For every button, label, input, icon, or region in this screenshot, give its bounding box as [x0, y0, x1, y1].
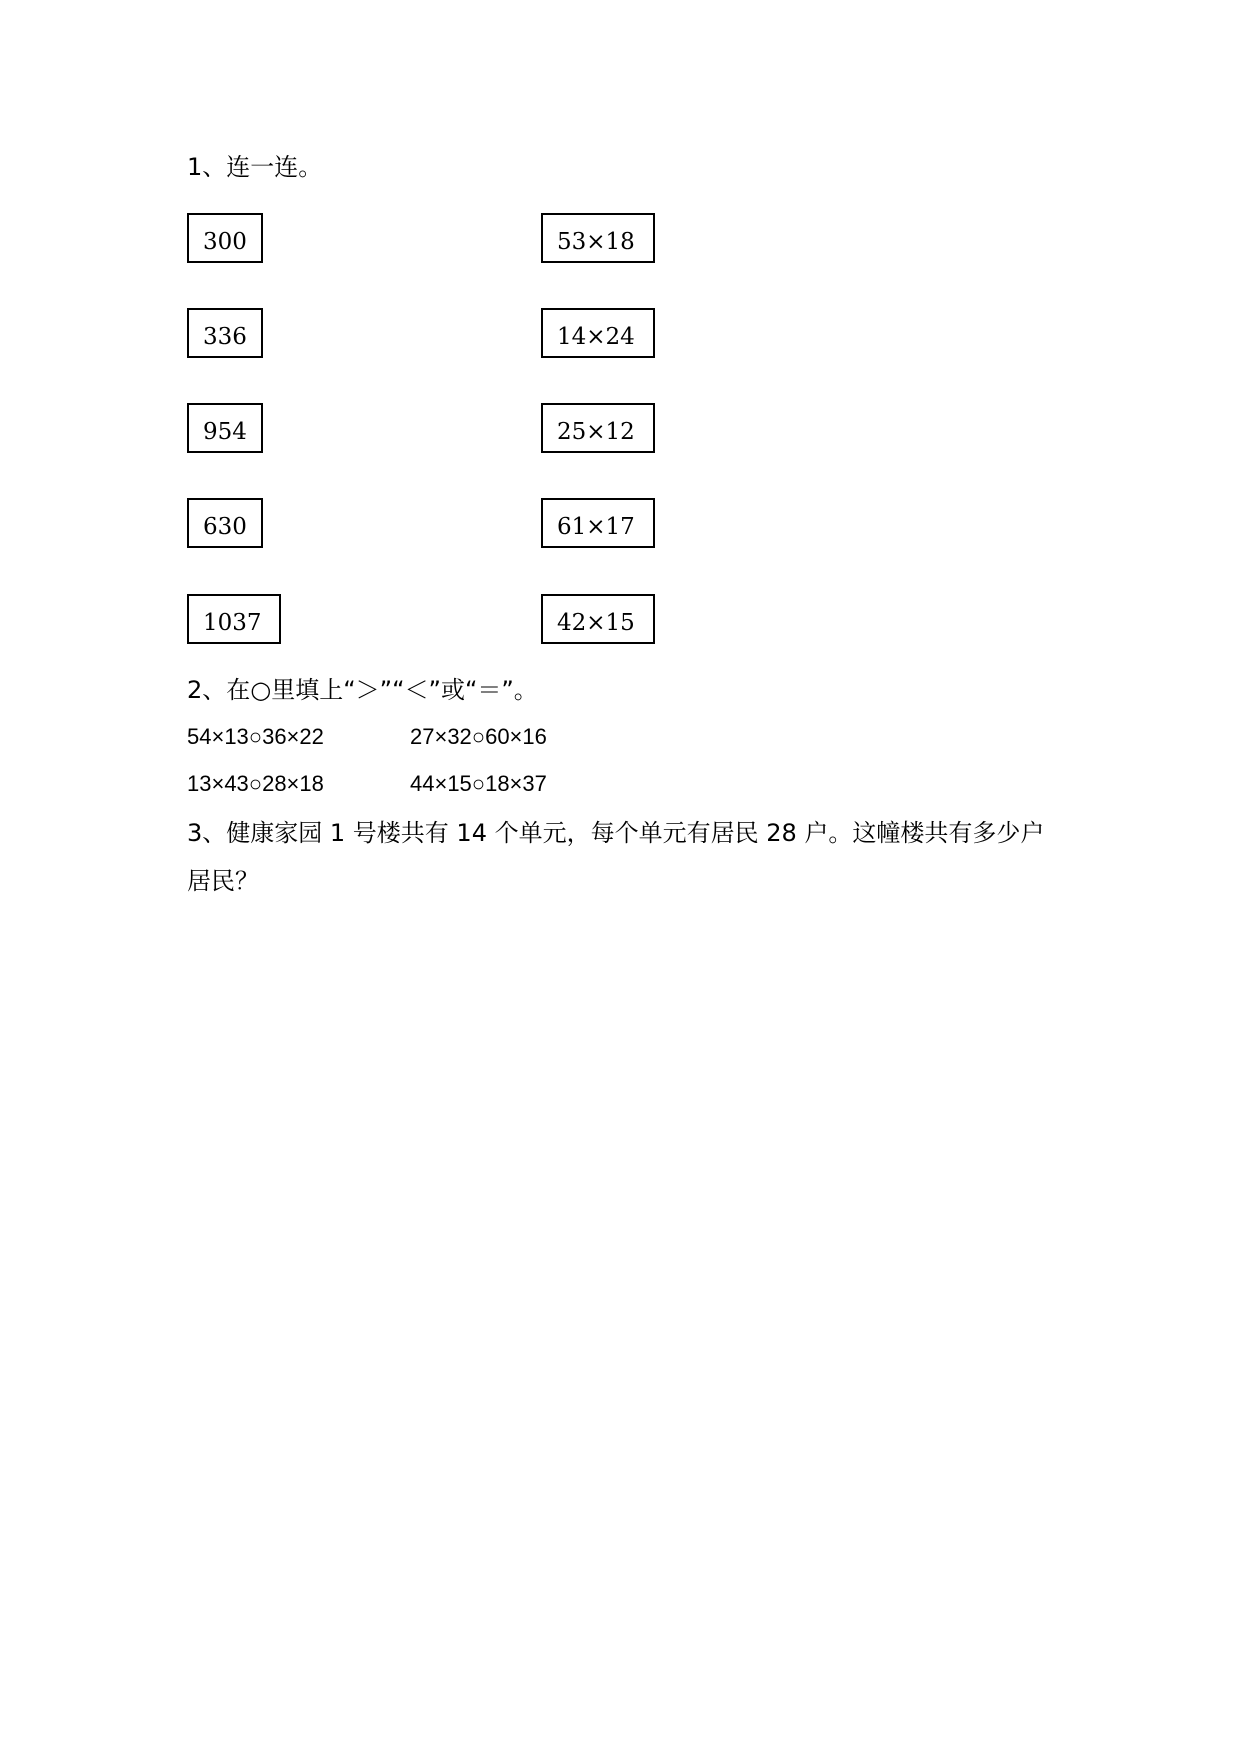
left-box-4-value: 630: [203, 514, 247, 540]
right-box-4: [541, 498, 655, 548]
left-box-2-value: 336: [203, 324, 247, 350]
right-box-5: [541, 594, 655, 644]
right-box-3-value: 25×12: [557, 419, 635, 445]
left-box-5: [187, 594, 281, 644]
right-box-2-value: 14×24: [557, 324, 635, 350]
left-box-3-value: 954: [203, 419, 247, 445]
q2-expr-2: 27×32○60×16: [410, 724, 547, 749]
left-box-1: [187, 213, 263, 263]
right-box-1: [541, 213, 655, 263]
q2-expr-4: 44×15○18×37: [410, 771, 547, 796]
right-box-2: [541, 308, 655, 358]
right-box-3: [541, 403, 655, 453]
left-box-5-value: 1037: [203, 610, 262, 636]
right-box-4-value: 61×17: [557, 514, 635, 540]
q2-expr-1: 54×13○36×22: [187, 724, 324, 749]
q3-line-1: 3、健康家园 1 号楼共有 14 个单元，每个单元有居民 28 户。这幢楼共有多少户: [187, 819, 1045, 847]
left-box-3: [187, 403, 263, 453]
right-box-5-value: 42×15: [557, 610, 635, 636]
left-box-1-value: 300: [203, 229, 247, 255]
q2-expr-3: 13×43○28×18: [187, 771, 324, 796]
q3-line-2: 居民？: [187, 867, 259, 895]
q1-title: 1、连一连。: [187, 153, 323, 181]
q2-title: 2、在○里填上“＞”“＜”或“＝”。: [187, 676, 538, 704]
left-box-2: [187, 308, 263, 358]
right-box-1-value: 53×18: [557, 229, 635, 255]
left-box-4: [187, 498, 263, 548]
